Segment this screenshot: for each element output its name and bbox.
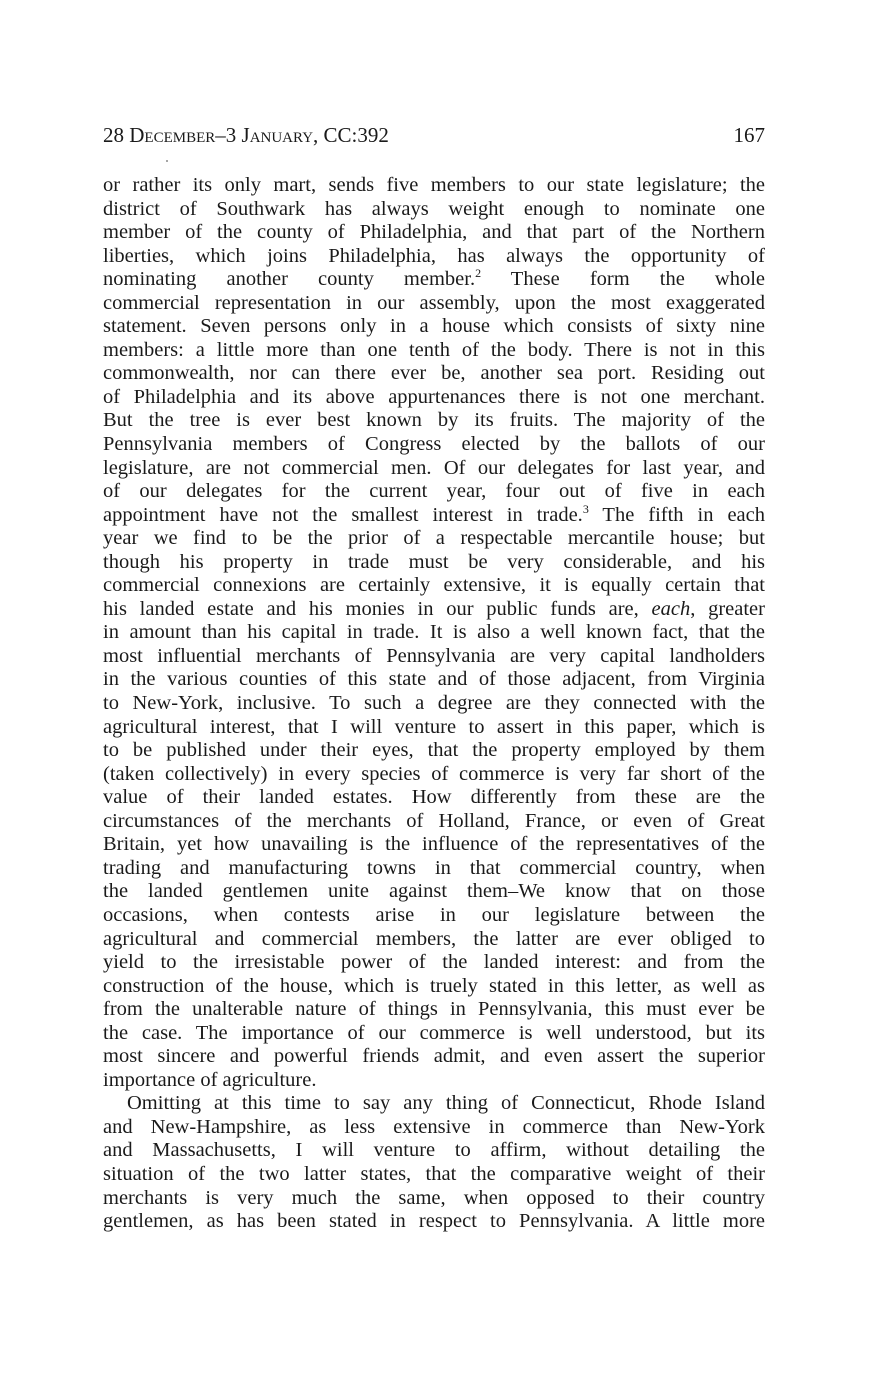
running-head-dash: – [215, 123, 226, 147]
text-line: of our delegates for the current year, four out of five in each [103, 480, 765, 503]
text-line [103, 501, 765, 528]
paragraph-2 [103, 1092, 765, 1233]
text-line: value of their landed estates. How differently from these are the [103, 786, 765, 809]
text-line: construction of the house, which is truely stated in this letter, as well as [103, 974, 765, 997]
text-line: gentlemen, as has been stated in respect to Pennsylvania. A little more [103, 1210, 765, 1233]
text-line: legislature, are not commercial men. Of our delegates for last year, and [103, 456, 765, 479]
text-line: merchants is very much the same, when opposed to their country [103, 1186, 765, 1209]
text-line: the landed gentlemen unite against them–We know that on those [103, 880, 765, 903]
text-segment: The fifth in each [588, 503, 765, 526]
footnote-marker: 3 [582, 501, 589, 516]
text-line [103, 268, 765, 292]
text-line: yield to the irresistable power of the landed interest: and from the [103, 951, 765, 974]
text-segment: , greater [690, 597, 765, 620]
running-head-start-month: December [129, 123, 216, 147]
text-line: Pennsylvania members of Congress elected by the ballots of our [103, 433, 765, 456]
text-segment: nominating another county member. [103, 268, 476, 291]
text-line: occasions, when contests arise in our legislature between the [103, 903, 765, 926]
text-line: commercial representation in our assembly, upon the most exaggerated [103, 291, 765, 314]
text-line: district of Southwark has always weight enough to nominate one [103, 197, 765, 220]
text-line: Britain, yet how unavailing is the influence of the representatives of the [103, 833, 765, 856]
text-line: from the unalterable nature of things in Pennsylvania, this must ever be [103, 998, 765, 1021]
text-line: member of the county of Philadelphia, and that part of the Northern [103, 221, 765, 244]
text-line: situation of the two latter states, that the comparative weight of their [103, 1162, 765, 1185]
text-line: importance of agriculture. [103, 1068, 317, 1091]
text-line: most influential merchants of Pennsylvania are very capital landholders [103, 644, 765, 667]
text-line: agricultural interest, that I will venture to assert in this paper, which is [103, 715, 765, 738]
text-line: trading and manufacturing towns in that commercial country, when [103, 856, 765, 879]
footnote-marker: 2 [475, 266, 482, 281]
page-number: 167 [733, 123, 765, 147]
text-line: Omitting at this time to say any thing of Connecticut, Rhode Island [127, 1092, 765, 1115]
text-line: liberties, which joins Philadelphia, has always the opportunity of [103, 244, 765, 267]
text-line: (taken collectively) in every species of commerce is very far short of the [103, 762, 765, 785]
text-line: or rather its only mart, sends five members to our state legislature; the [103, 174, 765, 196]
emphasis: each [651, 597, 691, 620]
text-segment: These form the whole [481, 268, 765, 291]
text-line: But the tree is ever best known by its fruits. The majority of the [103, 409, 765, 432]
running-head-start-day: 28 [103, 123, 124, 147]
text-line: of Philadelphia and its above appurtenances there is not one merchant. [103, 385, 765, 408]
paragraph-1 [103, 174, 765, 1092]
text-line: members: a little more than one tenth of the body. There is not in this [103, 338, 765, 361]
text-line: statement. Seven persons only in a house which consists of sixty nine [103, 315, 765, 338]
text-line: commonwealth, nor can there ever be, another sea port. Residing out [103, 362, 765, 385]
text-segment: appointment have not the smallest interest in trade. [103, 503, 583, 526]
text-line [103, 598, 765, 622]
running-head-title [103, 120, 389, 150]
body-text [103, 174, 765, 1234]
running-head-end-day: 3 [225, 123, 237, 147]
text-line: agricultural and commercial members, the latter are ever obliged to [103, 927, 765, 950]
running-head [103, 120, 765, 150]
text-line: in the various counties of this state and of those adjacent, from Virginia [103, 668, 765, 691]
text-line: year we find to be the prior of a respectable mercantile house; but [103, 527, 765, 550]
text-line: and New-Hampshire, as less extensive in commerce than New-York [103, 1115, 765, 1138]
text-line: most sincere and powerful friends admit, and even assert the superior [103, 1045, 765, 1068]
text-segment: his landed estate and his monies in our public funds are, [103, 597, 652, 620]
text-line: in amount than his capital in trade. It is also a well known fact, that the [103, 621, 765, 644]
text-line: commercial connexions are certainly extensive, it is equally certain that [103, 574, 765, 597]
print-speck [166, 160, 168, 162]
text-line: circumstances of the merchants of Holland, France, or even of Great [103, 809, 765, 832]
running-head-end-month: January [241, 123, 314, 147]
text-line: to New-York, inclusive. To such a degree are they connected with the [103, 692, 765, 715]
text-line: to be published under their eyes, that the property employed by them [103, 739, 765, 762]
text-line: the case. The importance of our commerce is well understood, but its [103, 1021, 765, 1044]
text-line: though his property in trade must be very considerable, and his [103, 550, 765, 573]
running-head-document-ref: , CC:392 [313, 123, 389, 147]
text-line: and Massachusetts, I will venture to affirm, without detailing the [103, 1139, 765, 1162]
